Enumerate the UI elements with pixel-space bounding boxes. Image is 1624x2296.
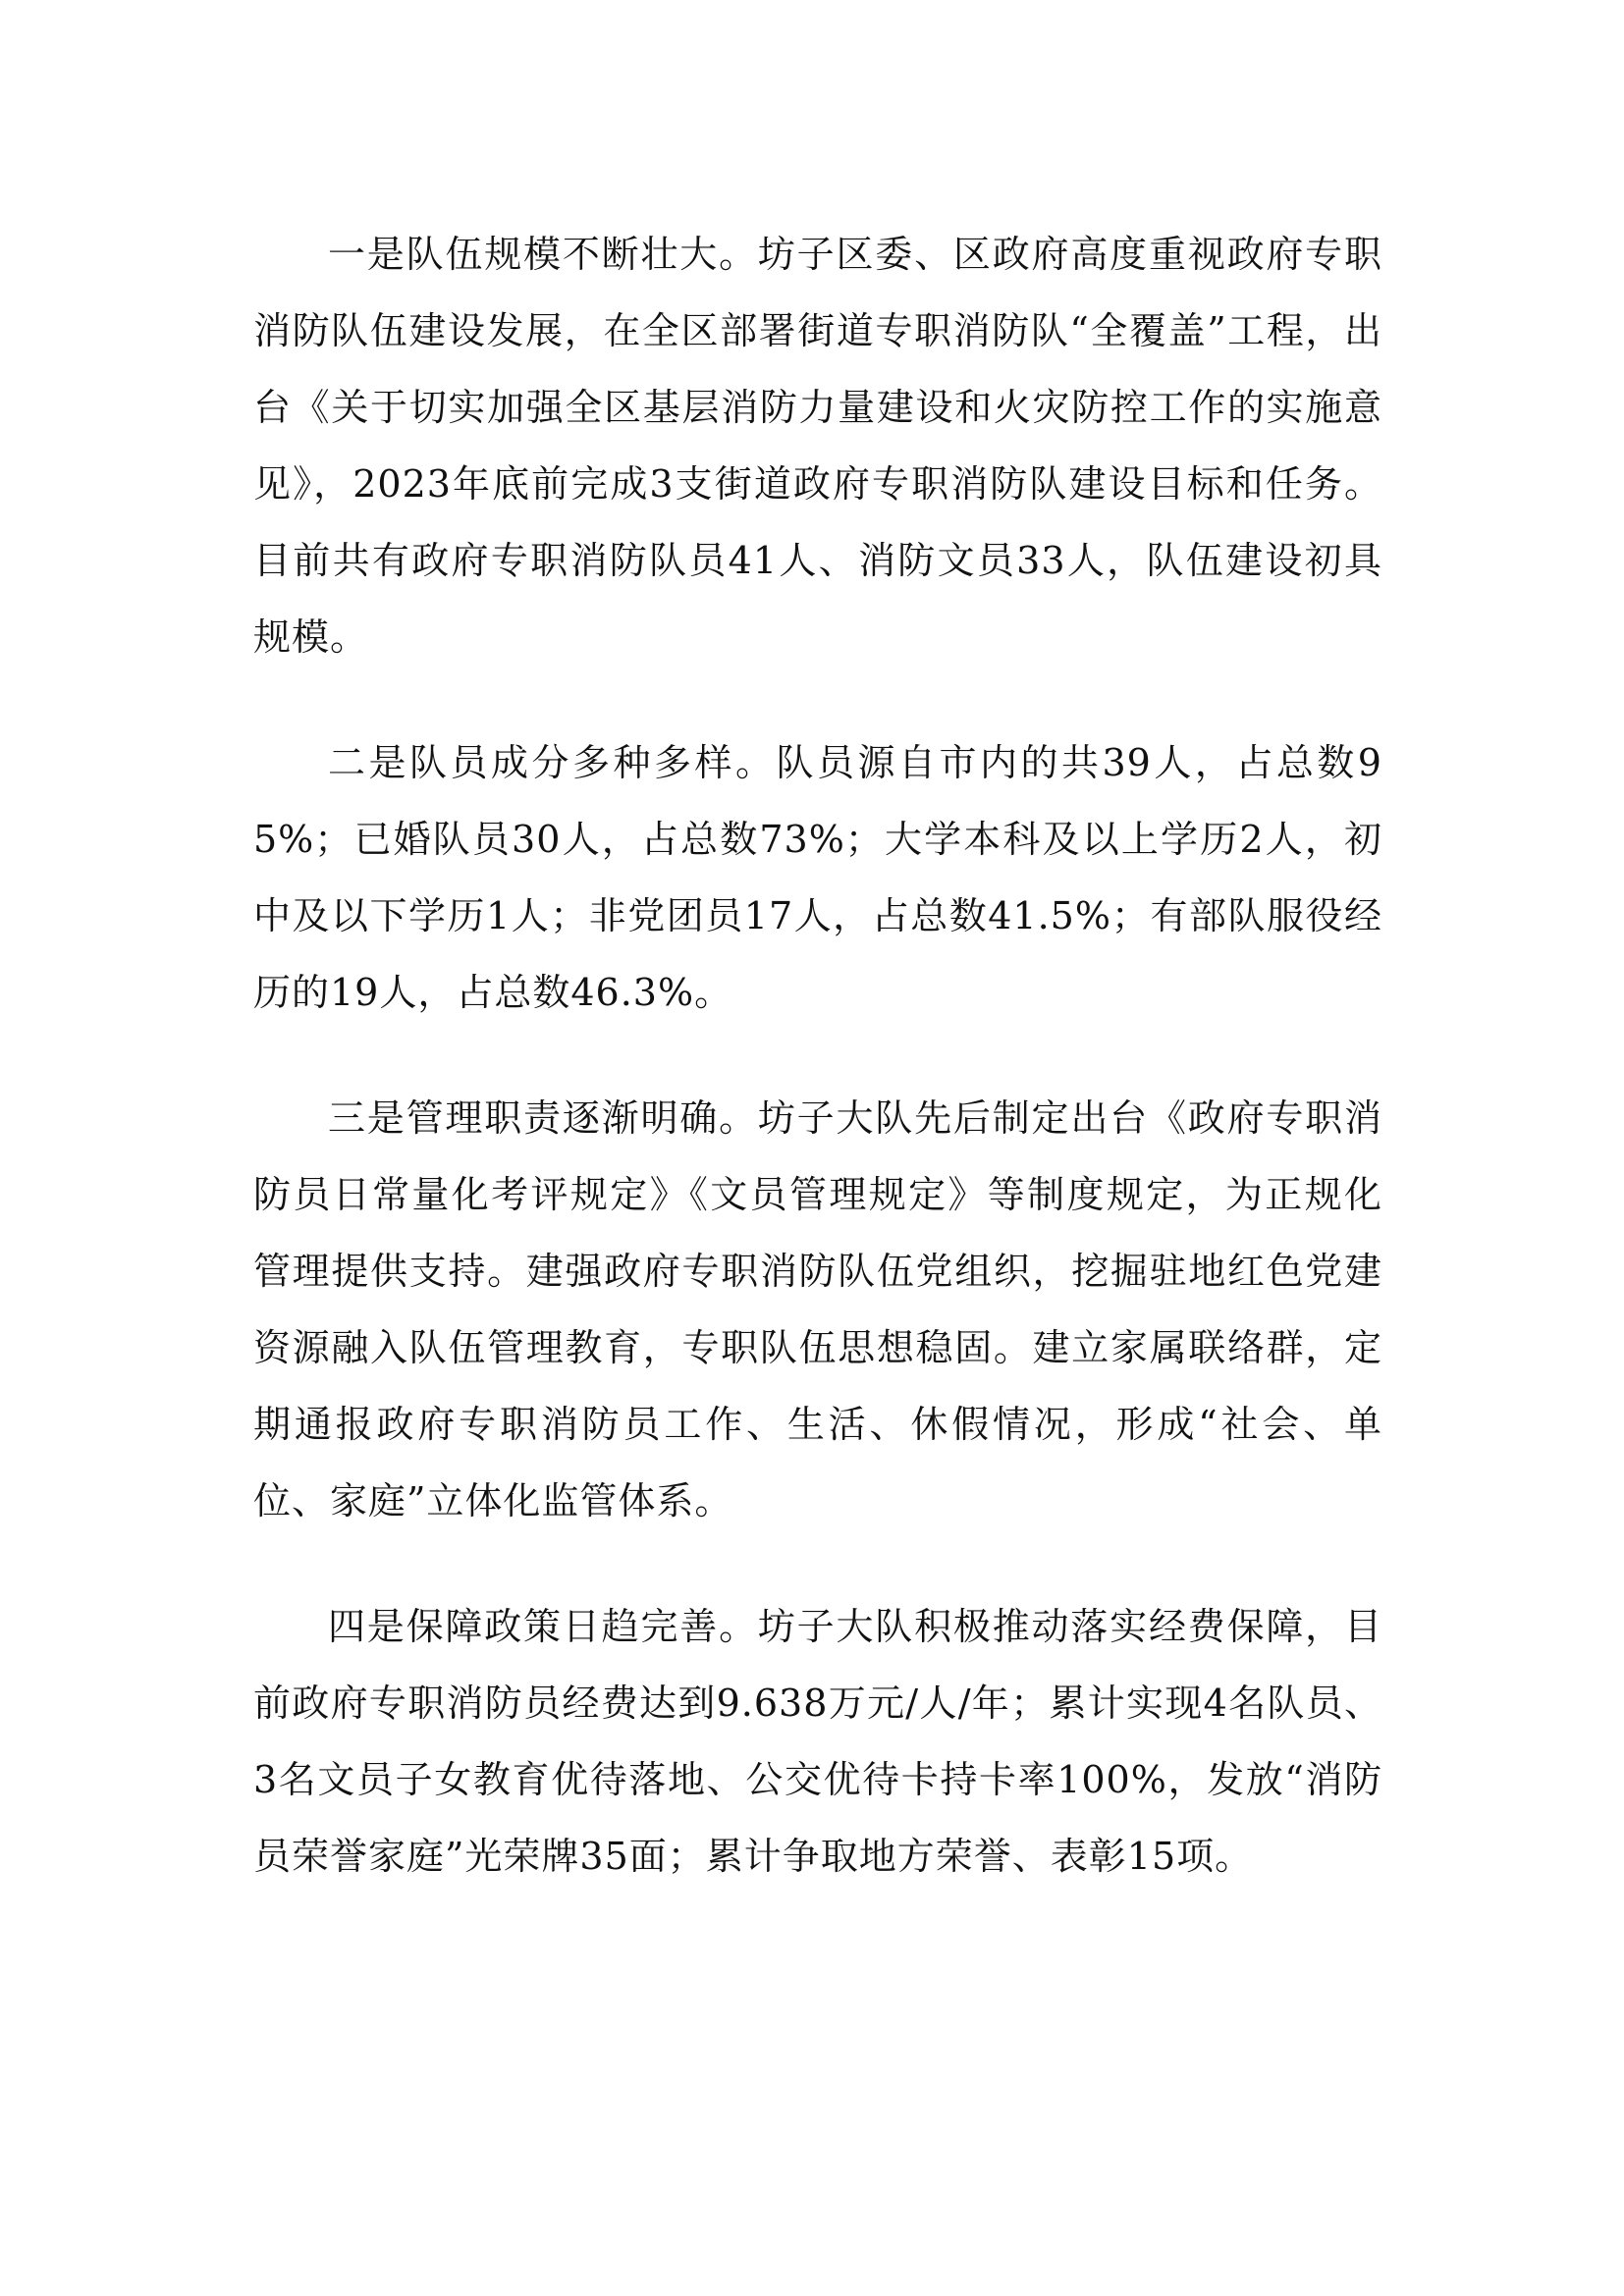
paragraph-team-scale: 一是队伍规模不断壮大。坊子区委、区政府高度重视政府专职消防队伍建设发展，在全区部署街道专职消防队“全覆盖”工程，出台《关于切实加强全区基层消防力量建设和火灾防控工作的实施意见》，2023年底前完成3支街道政府专职消防队建设目标和任务。目前共有政府专职消防队员41人、消防文员33人，队伍建设初具规模。 [253,233,1382,659]
paragraph-support-policies: 四是保障政策日趋完善。坊子大队积极推动落实经费保障，目前政府专职消防员经费达到9.638万元/人/年；累计实现4名队员、3名文员子女教育优待落地、公交优待卡持卡率100%，发放“消防员荣誉家庭”光荣牌35面；累计争取地方荣誉、表彰15项。 [253,1605,1382,1878]
document-body [253,216,1382,1895]
paragraph-management-duties: 三是管理职责逐渐明确。坊子大队先后制定出台《政府专职消防员日常量化考评规定》《文员管理规定》等制度规定，为正规化管理提供支持。建强政府专职消防队伍党组织，挖掘驻地红色党建资源融入队伍管理教育，专职队伍思想稳固。建立家属联络群，定期通报政府专职消防员工作、生活、休假情况，形成“社会、单位、家庭”立体化监管体系。 [253,1096,1382,1522]
paragraph-member-composition: 二是队员成分多种多样。队员源自市内的共39人，占总数95%；已婚队员30人，占总数73%；大学本科及以上学历2人，初中及以下学历1人；非党团员17人，占总数41.5%；有部队服役经历的19人，占总数46.3%。 [253,741,1382,1014]
